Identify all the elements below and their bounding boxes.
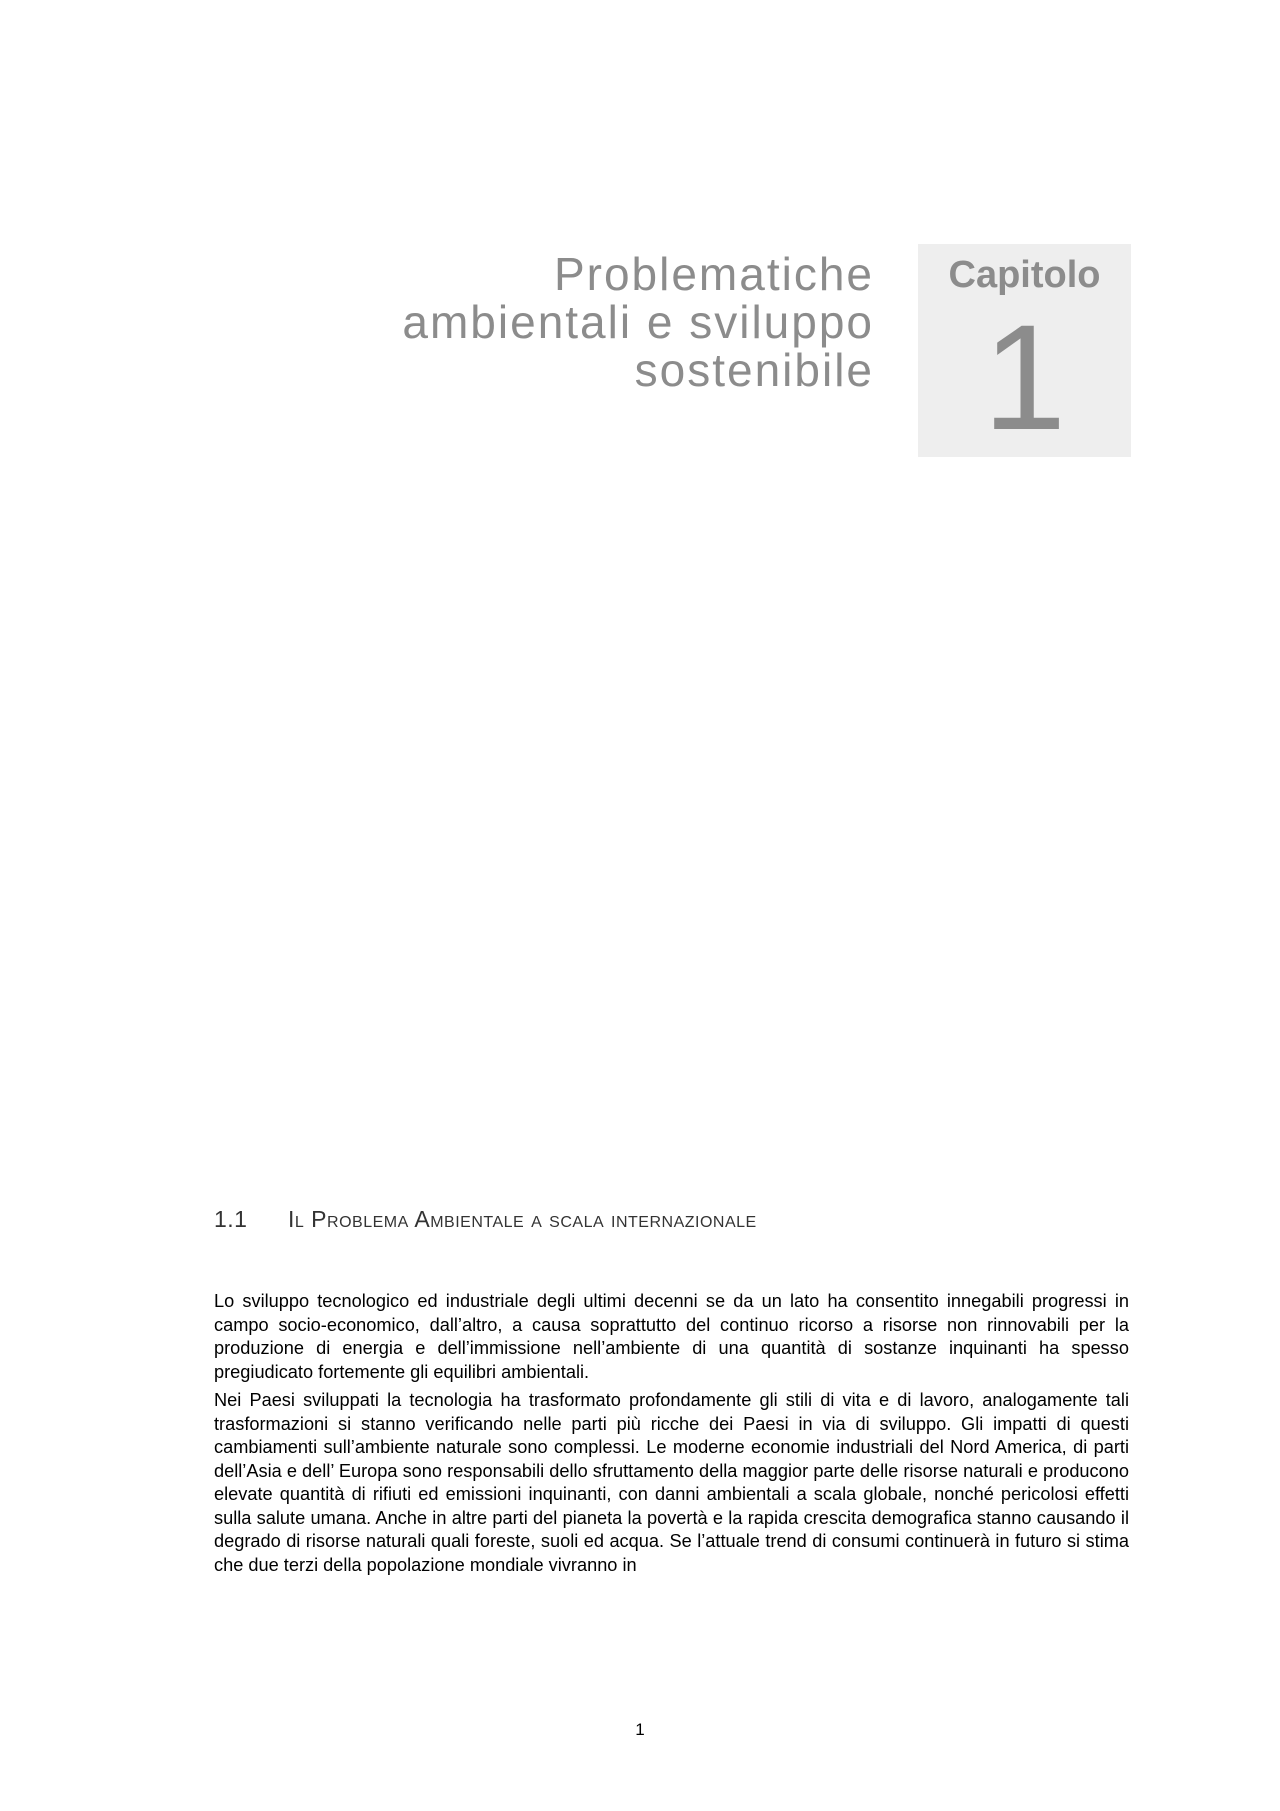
section-number: 1.1 — [214, 1206, 248, 1232]
paragraph: Lo sviluppo tecnologico ed industriale degli ultimi decenni se da un lato ha consentito innegabili progressi in campo socio-economico, dall’altro, a causa soprattutto del continuo ricorso a risorse non rinnovabili per la produzione di energia e dell’immissione nell’ambiente di una quantità di sostanze inquinanti ha spesso pregiudicato fortemente gli equilibri ambientali. — [214, 1291, 1129, 1382]
chapter-title — [174, 250, 874, 394]
chapter-number: 1 — [982, 293, 1067, 461]
chapter-label: Capitolo — [948, 254, 1101, 296]
body-text — [214, 1290, 1129, 1582]
chapter-title-line-3: sostenibile — [634, 344, 874, 396]
section-heading — [214, 1206, 757, 1233]
chapter-badge — [918, 244, 1131, 461]
section-title: Il Problema Ambientale a scala internazionale — [288, 1206, 757, 1232]
chapter-title-line-1: Problematiche — [553, 248, 874, 300]
paragraph: Nei Paesi sviluppati la tecnologia ha trasformato profondamente gli stili di vita e di lavoro, analogamente tali trasformazioni si stanno verificando nelle parti più ricche dei Paesi in via di sviluppo. Gli impatti di questi cambiamenti sull’ambiente naturale sono complessi. Le moderne economie industriali del Nord America, di parti dell’Asia e dell’ Europa sono responsabili dello sfruttamento della maggior parte delle risorse naturali e producono elevate quantità di rifiuti ed emissioni inquinanti, con danni ambientali a scala globale, nonché pericolosi effetti sulla salute umana. Anche in altre parti del pianeta la povertà e la rapida crescita demografica stanno causando il degrado di risorse naturali quali foreste, suoli ed acqua. Se l’attuale trend di consumi continuerà in futuro si stima che due terzi della popolazione mondiale vivranno in — [214, 1390, 1129, 1575]
page-number: 1 — [635, 1720, 645, 1739]
chapter-title-line-2: ambientali e sviluppo — [402, 296, 874, 348]
